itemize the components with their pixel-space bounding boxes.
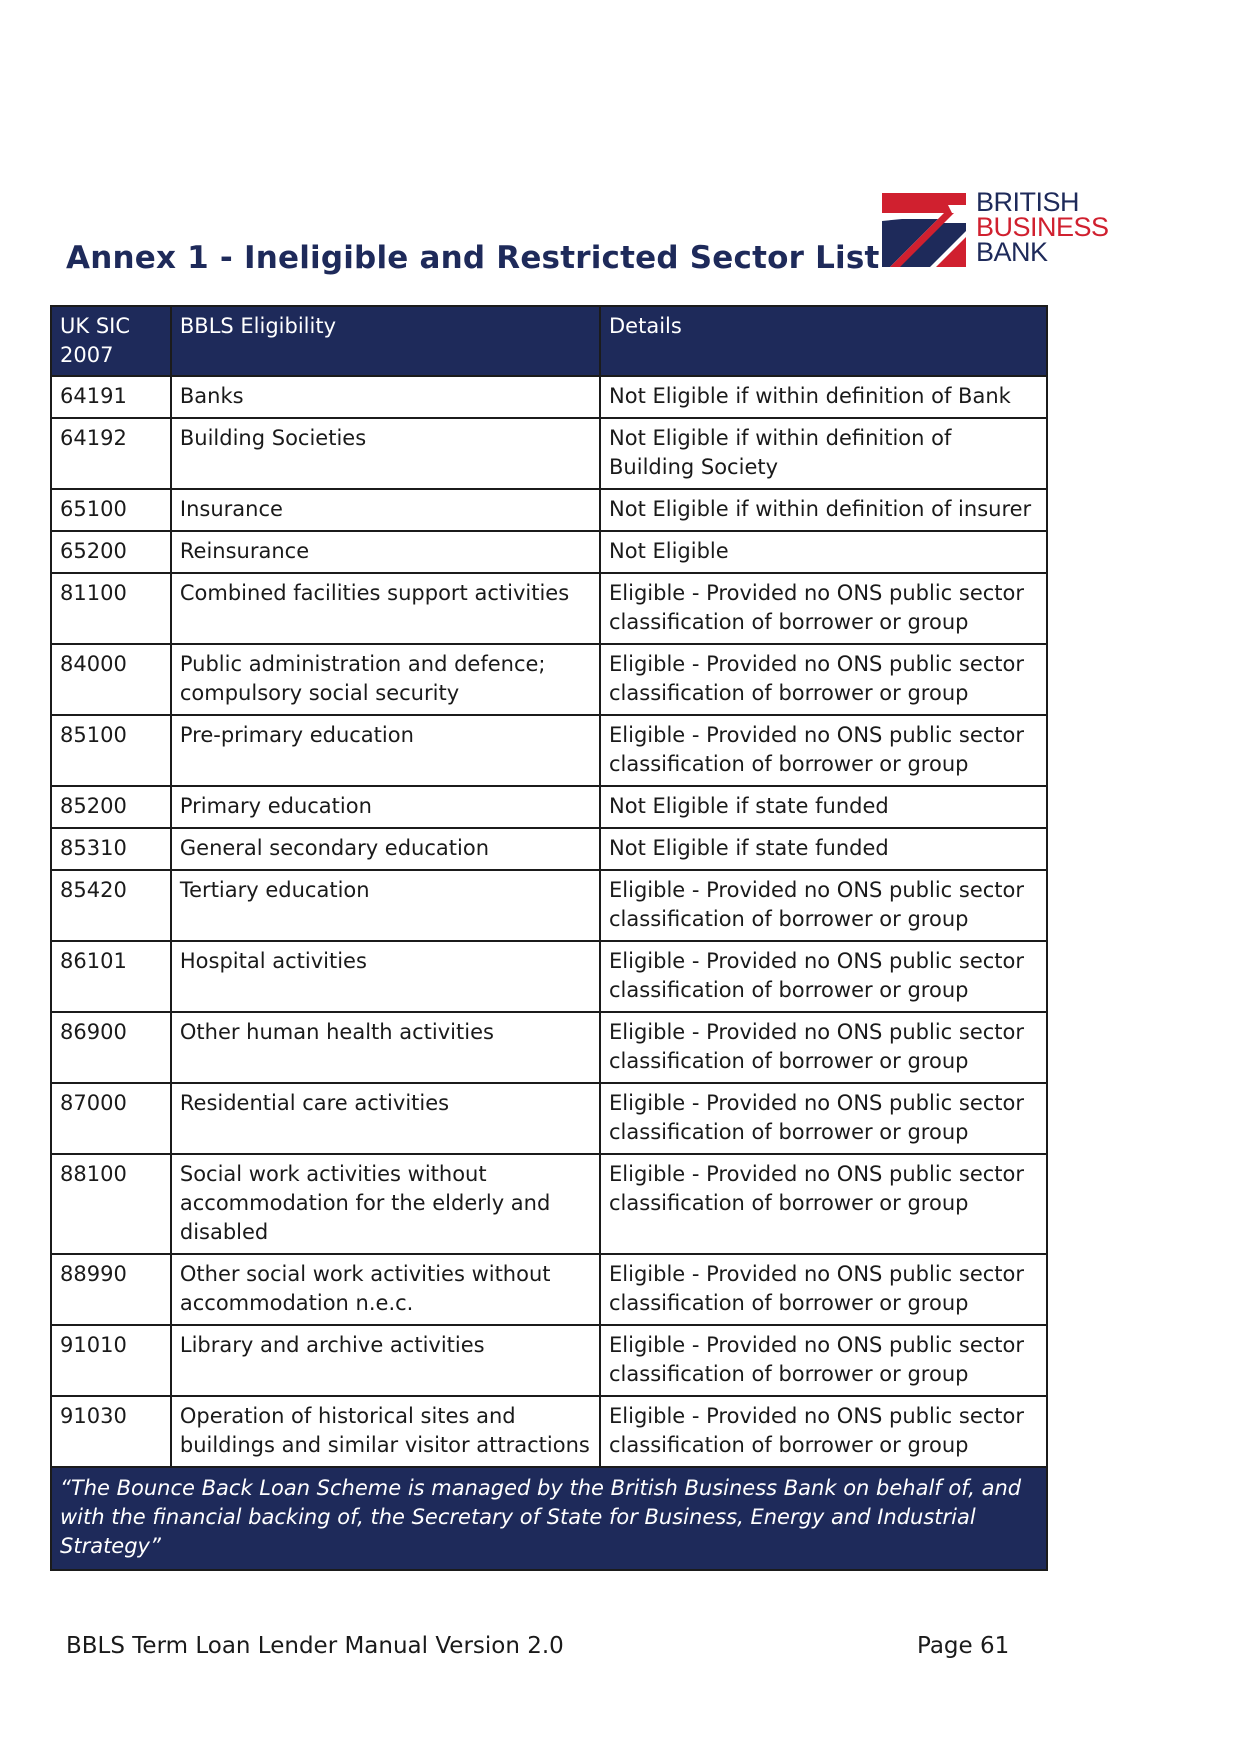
sector-cell: Insurance — [171, 489, 600, 531]
table-row — [51, 941, 1047, 1012]
sector-cell: Hospital activities — [171, 941, 600, 1012]
table-row — [51, 573, 1047, 644]
sic-code-cell: 65100 — [51, 489, 171, 531]
table-row — [51, 1325, 1047, 1396]
table-row — [51, 644, 1047, 715]
table-row — [51, 828, 1047, 870]
british-business-bank-logo — [882, 187, 1109, 270]
sic-code-cell: 85420 — [51, 870, 171, 941]
page-title: Annex 1 - Ineligible and Restricted Sector List — [66, 240, 880, 276]
table-row — [51, 1396, 1047, 1467]
sic-code-cell: 64191 — [51, 376, 171, 418]
sic-code-cell: 88990 — [51, 1254, 171, 1325]
scheme-note: “The Bounce Back Loan Scheme is managed by the British Business Bank on behalf of, and with the financial backing of, the Secretary of State for Business, Energy and Industrial Strategy” — [51, 1467, 1047, 1570]
sic-code-cell: 85200 — [51, 786, 171, 828]
sic-code-cell: 88100 — [51, 1154, 171, 1254]
table-row — [51, 489, 1047, 531]
sic-code-cell: 87000 — [51, 1083, 171, 1154]
sector-cell: Operation of historical sites and buildings and similar visitor attractions — [171, 1396, 600, 1467]
table-row — [51, 1012, 1047, 1083]
details-cell: Eligible - Provided no ONS public sector classification of borrower or group — [600, 573, 1047, 644]
sector-cell: Combined facilities support activities — [171, 573, 600, 644]
details-cell: Eligible - Provided no ONS public sector classification of borrower or group — [600, 1154, 1047, 1254]
details-cell: Not Eligible if within definition of Building Society — [600, 418, 1047, 489]
table-row — [51, 1083, 1047, 1154]
sic-code-cell: 91010 — [51, 1325, 171, 1396]
sector-cell: Other social work activities without accommodation n.e.c. — [171, 1254, 600, 1325]
sic-code-cell: 91030 — [51, 1396, 171, 1467]
table-row — [51, 786, 1047, 828]
table-header-row — [51, 306, 1047, 376]
logo-line-bank: BANK — [976, 237, 1048, 267]
details-cell: Not Eligible — [600, 531, 1047, 573]
table-row — [51, 376, 1047, 418]
details-cell: Eligible - Provided no ONS public sector classification of borrower or group — [600, 644, 1047, 715]
sector-cell: Public administration and defence; compulsory social security — [171, 644, 600, 715]
sector-cell: Library and archive activities — [171, 1325, 600, 1396]
sic-code-cell: 64192 — [51, 418, 171, 489]
document-footer-title: BBLS Term Loan Lender Manual Version 2.0 — [66, 1633, 564, 1659]
sic-code-cell: 86900 — [51, 1012, 171, 1083]
sector-cell: Tertiary education — [171, 870, 600, 941]
sector-cell: General secondary education — [171, 828, 600, 870]
details-cell: Eligible - Provided no ONS public sector classification of borrower or group — [600, 941, 1047, 1012]
logo-line-business: BUSINESS — [976, 212, 1109, 242]
header-eligibility: BBLS Eligibility — [171, 306, 600, 376]
sic-code-cell: 65200 — [51, 531, 171, 573]
union-flag-logo-icon — [882, 193, 966, 267]
sector-cell: Pre-primary education — [171, 715, 600, 786]
table-row — [51, 418, 1047, 489]
details-cell: Not Eligible if state funded — [600, 786, 1047, 828]
sector-cell: Banks — [171, 376, 600, 418]
table-row — [51, 1254, 1047, 1325]
sector-cell: Building Societies — [171, 418, 600, 489]
table-row — [51, 715, 1047, 786]
sector-cell: Social work activities without accommodation for the elderly and disabled — [171, 1154, 600, 1254]
page-number: Page 61 — [917, 1633, 1010, 1659]
details-cell: Eligible - Provided no ONS public sector classification of borrower or group — [600, 870, 1047, 941]
details-cell: Eligible - Provided no ONS public sector classification of borrower or group — [600, 1083, 1047, 1154]
sector-cell: Primary education — [171, 786, 600, 828]
sic-code-cell: 81100 — [51, 573, 171, 644]
sector-cell: Reinsurance — [171, 531, 600, 573]
table-row — [51, 1154, 1047, 1254]
header-details: Details — [600, 306, 1047, 376]
header-sic-code: UK SIC 2007 — [51, 306, 171, 376]
details-cell: Eligible - Provided no ONS public sector classification of borrower or group — [600, 1254, 1047, 1325]
table-row — [51, 870, 1047, 941]
details-cell: Not Eligible if within definition of Bank — [600, 376, 1047, 418]
logo-line-british: BRITISH — [976, 187, 1080, 217]
sic-code-cell: 86101 — [51, 941, 171, 1012]
table-footer-row — [51, 1467, 1047, 1570]
details-cell: Eligible - Provided no ONS public sector classification of borrower or group — [600, 1012, 1047, 1083]
sic-code-cell: 84000 — [51, 644, 171, 715]
table-row — [51, 531, 1047, 573]
details-cell: Not Eligible if within definition of insurer — [600, 489, 1047, 531]
logo-wordmark — [976, 187, 1109, 267]
sic-code-cell: 85100 — [51, 715, 171, 786]
details-cell: Eligible - Provided no ONS public sector classification of borrower or group — [600, 715, 1047, 786]
sector-cell: Other human health activities — [171, 1012, 600, 1083]
details-cell: Eligible - Provided no ONS public sector classification of borrower or group — [600, 1325, 1047, 1396]
details-cell: Eligible - Provided no ONS public sector classification of borrower or group — [600, 1396, 1047, 1467]
details-cell: Not Eligible if state funded — [600, 828, 1047, 870]
sic-code-cell: 85310 — [51, 828, 171, 870]
sector-cell: Residential care activities — [171, 1083, 600, 1154]
sector-table — [50, 305, 1048, 1571]
